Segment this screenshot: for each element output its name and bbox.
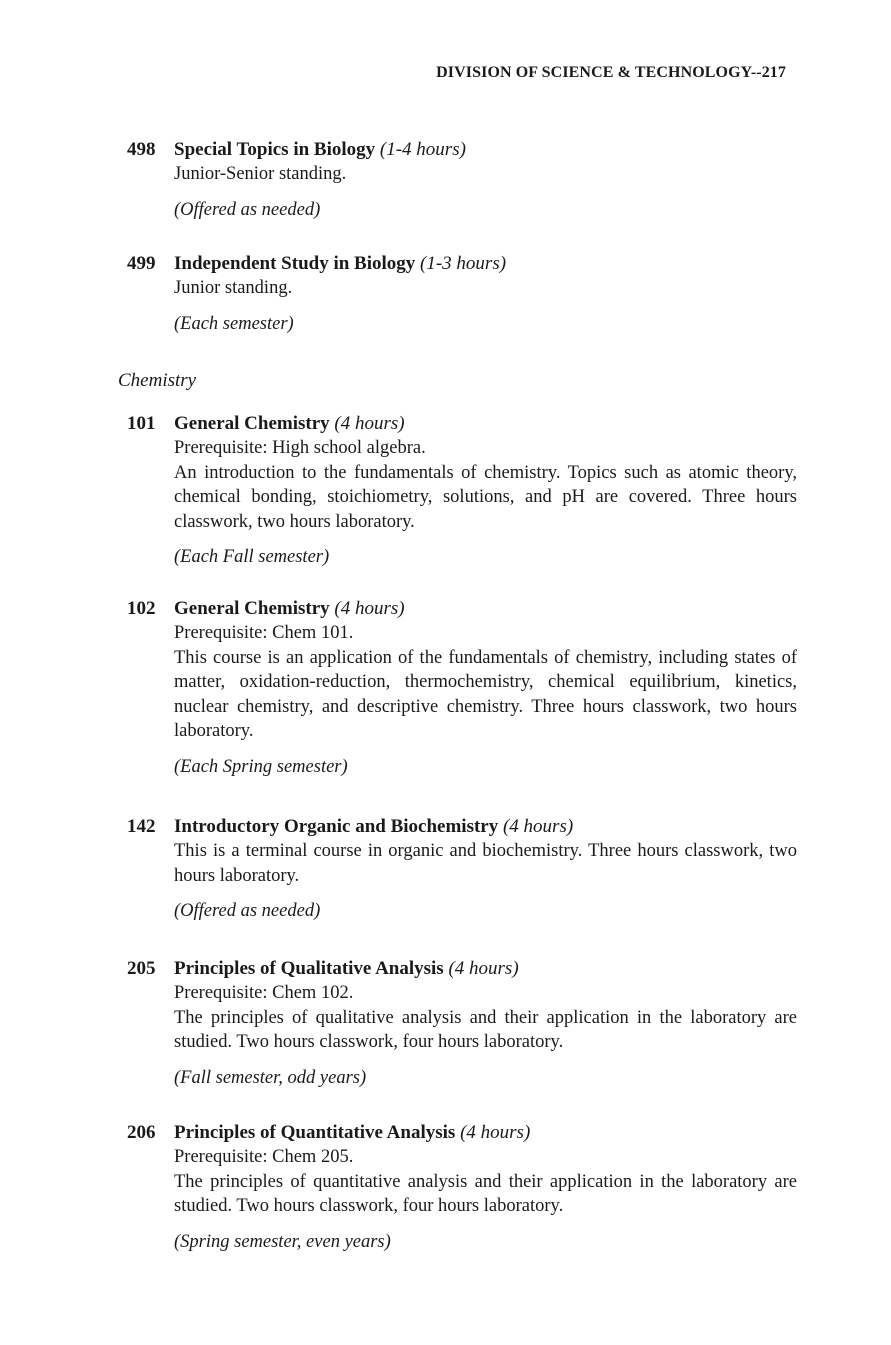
course-number: 206 bbox=[127, 1122, 156, 1143]
course-entry-205 bbox=[127, 957, 797, 1090]
course-description: The principles of quantitative analysis and their application in the laboratory are studied. Two hours classwork, four hours laboratory. bbox=[174, 1171, 797, 1216]
course-description: An introduction to the fundamentals of chemistry. Topics such as atomic theory, chemical bonding, stoichiometry, solutions, and pH are covered. Three hours classwork, two hours laboratory. bbox=[174, 462, 797, 532]
course-hours: (4 hours) bbox=[502, 816, 574, 837]
course-title: Special Topics in Biology bbox=[174, 139, 376, 160]
course-body bbox=[174, 162, 797, 222]
course-schedule: (Offered as needed) bbox=[174, 901, 321, 921]
course-body bbox=[174, 839, 797, 924]
course-entry-498 bbox=[127, 138, 797, 222]
course-entry-142 bbox=[127, 815, 797, 924]
course-schedule: (Each Fall semester) bbox=[174, 547, 330, 567]
course-prerequisite: Prerequisite: Chem 102. bbox=[174, 983, 354, 1003]
course-heading bbox=[127, 597, 797, 621]
course-schedule: (Offered as needed) bbox=[174, 199, 321, 220]
course-number: 101 bbox=[127, 413, 156, 434]
course-entry-206 bbox=[127, 1121, 797, 1254]
course-body bbox=[174, 621, 797, 779]
course-description: This is a terminal course in organic and biochemistry. Three hours classwork, two hours laboratory. bbox=[174, 841, 797, 886]
course-body bbox=[174, 276, 797, 336]
course-prerequisite: Prerequisite: High school algebra. bbox=[174, 438, 426, 458]
course-schedule: (Spring semester, even years) bbox=[174, 1231, 391, 1252]
course-number: 205 bbox=[127, 958, 156, 979]
course-number: 142 bbox=[127, 816, 156, 837]
course-description: This course is an application of the fundamentals of chemistry, including states of matter, oxidation-reduction, thermochemistry, chemical equilibrium, kinetics, nuclear chemistry, and descriptive chemistry. Three hours classwork, two hours laboratory. bbox=[174, 647, 797, 741]
course-title: Principles of Quantitative Analysis bbox=[174, 1122, 456, 1143]
course-heading bbox=[127, 138, 797, 162]
course-heading bbox=[127, 1121, 797, 1145]
course-heading bbox=[127, 412, 797, 436]
course-title: General Chemistry bbox=[174, 598, 330, 619]
course-title: Independent Study in Biology bbox=[174, 253, 416, 274]
course-body bbox=[174, 981, 797, 1090]
course-schedule: (Each Spring semester) bbox=[174, 756, 348, 777]
course-body bbox=[174, 1145, 797, 1254]
course-prerequisite: Junior standing. bbox=[174, 278, 293, 298]
course-heading bbox=[127, 252, 797, 276]
course-heading bbox=[127, 957, 797, 981]
course-hours: (4 hours) bbox=[448, 958, 519, 979]
course-entry-499 bbox=[127, 252, 797, 336]
course-heading bbox=[127, 815, 797, 839]
running-head: DIVISION OF SCIENCE & TECHNOLOGY--217 bbox=[436, 64, 786, 81]
course-title: Principles of Qualitative Analysis bbox=[174, 958, 444, 979]
course-title: Introductory Organic and Biochemistry bbox=[174, 816, 499, 837]
course-hours: (4 hours) bbox=[334, 598, 405, 619]
course-hours: (1-3 hours) bbox=[420, 253, 507, 274]
section-heading-chemistry: Chemistry bbox=[118, 370, 197, 391]
course-hours: (4 hours) bbox=[334, 413, 405, 434]
course-hours: (1-4 hours) bbox=[379, 139, 466, 160]
course-description: The principles of qualitative analysis and their application in the laboratory are studied. Two hours classwork, four hours laboratory. bbox=[174, 1007, 797, 1052]
course-number: 102 bbox=[127, 598, 156, 619]
course-schedule: (Each semester) bbox=[174, 313, 294, 334]
course-entry-102 bbox=[127, 597, 797, 779]
course-number: 498 bbox=[127, 139, 156, 160]
course-body bbox=[174, 436, 797, 570]
course-number: 499 bbox=[127, 253, 156, 274]
course-prerequisite: Junior-Senior standing. bbox=[174, 164, 347, 184]
course-hours: (4 hours) bbox=[460, 1122, 531, 1143]
course-entry-101 bbox=[127, 412, 797, 570]
course-schedule: (Fall semester, odd years) bbox=[174, 1067, 367, 1088]
course-prerequisite: Prerequisite: Chem 205. bbox=[174, 1147, 354, 1167]
course-title: General Chemistry bbox=[174, 413, 330, 434]
course-prerequisite: Prerequisite: Chem 101. bbox=[174, 623, 354, 643]
